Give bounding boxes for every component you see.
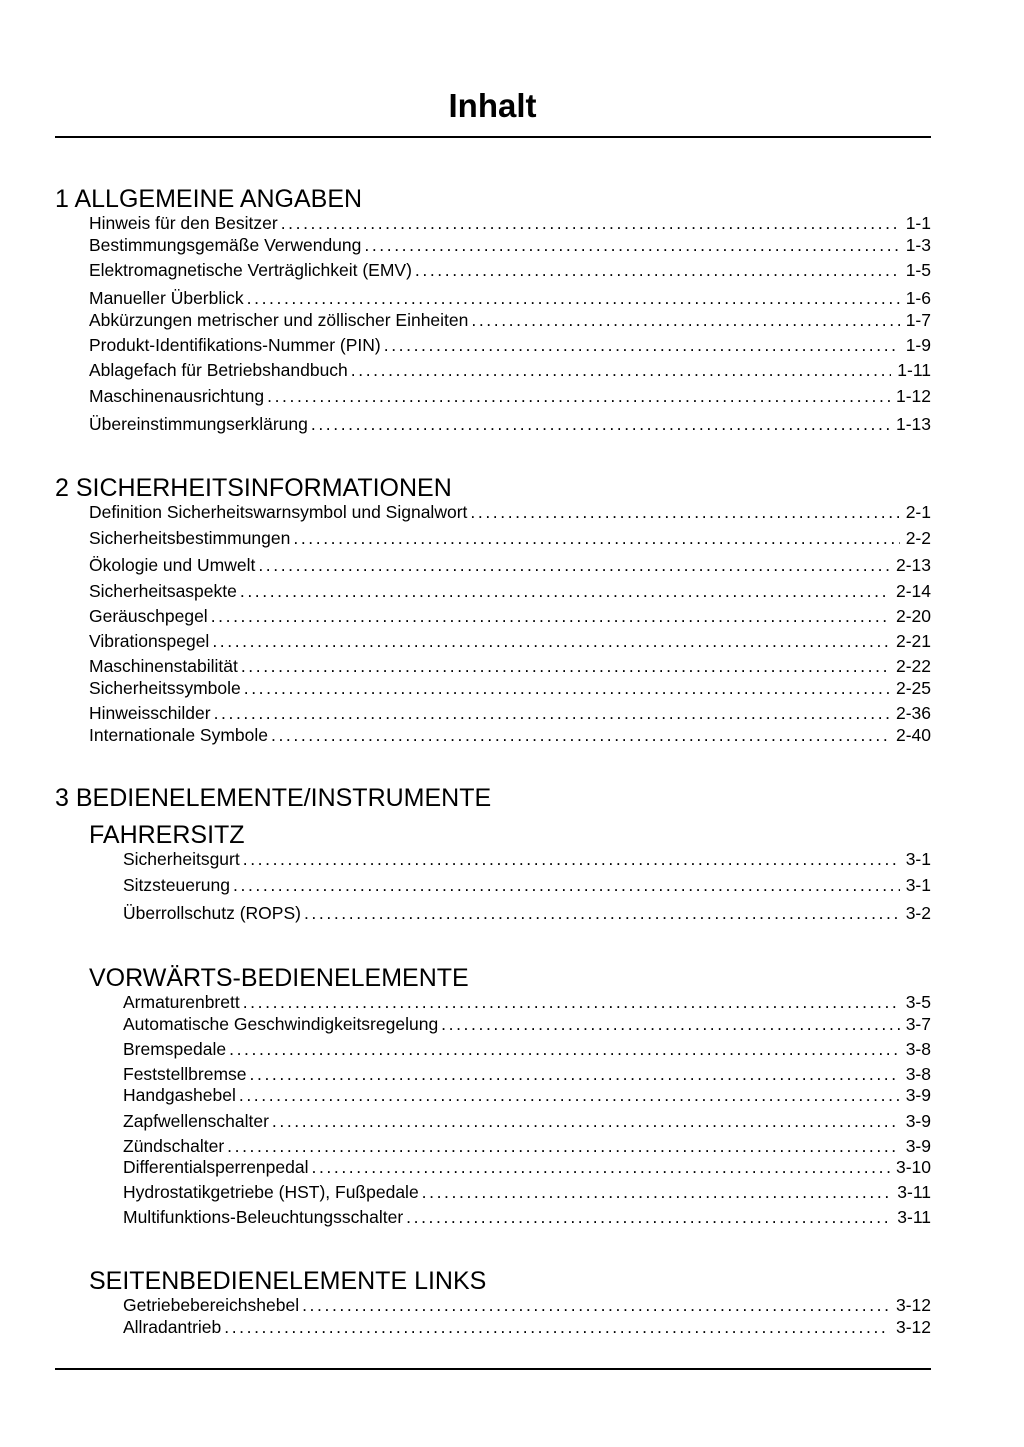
subsection-title: SEITENBEDIENELEMENTE LINKS — [89, 1267, 487, 1295]
toc-entry-page: 3-1 — [905, 875, 931, 895]
toc-entry-label: Hydrostatikgetriebe (HST), Fußpedale — [123, 1182, 419, 1202]
toc-entry[interactable] — [89, 677, 931, 699]
toc-entry-label: Feststellbremse — [123, 1064, 247, 1084]
toc-entry-label: Manueller Überblick — [89, 288, 244, 308]
toc-entry-page: 2-25 — [895, 678, 931, 698]
toc-entry-label: Elektromagnetische Verträglichkeit (EMV) — [89, 260, 412, 280]
toc-entry-page: 3-9 — [905, 1085, 931, 1105]
toc-entry-label: Produkt-Identifikations-Nummer (PIN) — [89, 335, 381, 355]
toc-entry[interactable] — [89, 724, 931, 746]
toc-entry[interactable] — [123, 1156, 931, 1178]
toc-entry-page: 1-1 — [905, 213, 931, 233]
toc-entry[interactable] — [123, 848, 931, 870]
dot-leader — [441, 1013, 900, 1035]
toc-entry-page: 3-9 — [905, 1111, 931, 1131]
toc-entry[interactable] — [123, 1084, 931, 1106]
dot-leader — [233, 874, 900, 896]
toc-entry-page: 2-21 — [895, 631, 931, 651]
dot-leader — [211, 605, 890, 627]
toc-entry-page: 3-9 — [905, 1136, 931, 1156]
toc-entry-page: 3-12 — [895, 1317, 931, 1337]
toc-entry-page: 2-1 — [905, 502, 931, 522]
section-title: 3 BEDIENELEMENTE/INSTRUMENTE — [55, 784, 492, 812]
toc-entry-label: Vibrationspegel — [89, 631, 210, 651]
toc-entry-page: 3-8 — [905, 1064, 931, 1084]
top-divider — [55, 136, 931, 138]
dot-leader — [214, 702, 890, 724]
toc-entry[interactable] — [123, 1110, 931, 1132]
toc-entry[interactable] — [123, 1013, 931, 1035]
dot-leader — [351, 359, 891, 381]
toc-entry-page: 3-2 — [905, 903, 931, 923]
dot-leader — [243, 848, 900, 870]
toc-entry-page: 2-36 — [895, 703, 931, 723]
toc-entry-label: Sicherheitsaspekte — [89, 581, 237, 601]
dot-leader — [227, 1135, 900, 1157]
toc-entry-label: Definition Sicherheitswarnsymbol und Signalwort — [89, 502, 468, 522]
section-title: 2 SICHERHEITSINFORMATIONEN — [55, 474, 452, 502]
toc-entry-label: Abkürzungen metrischer und zöllischer Einheiten — [89, 310, 469, 330]
toc-entry-label: Geräuschpegel — [89, 606, 208, 626]
toc-entry-label: Hinweis für den Besitzer — [89, 213, 278, 233]
toc-entry[interactable] — [89, 212, 931, 234]
dot-leader — [364, 234, 899, 256]
toc-entry[interactable] — [123, 1038, 931, 1060]
dot-leader — [415, 259, 900, 281]
toc-entry-page: 3-8 — [905, 1039, 931, 1059]
toc-entry[interactable] — [123, 1135, 931, 1157]
toc-entry-label: Differentialsperrenpedal — [123, 1157, 309, 1177]
dot-leader — [281, 212, 900, 234]
dot-leader — [406, 1206, 891, 1228]
toc-entry[interactable] — [123, 1063, 931, 1085]
dot-leader — [471, 309, 899, 331]
toc-entry[interactable] — [89, 385, 931, 407]
toc-entry[interactable] — [123, 1294, 931, 1316]
toc-entry-page: 3-12 — [895, 1295, 931, 1315]
toc-entry-page: 1-6 — [905, 288, 931, 308]
toc-entry[interactable] — [89, 655, 931, 677]
toc-entry[interactable] — [123, 1206, 931, 1228]
toc-entry-label: Übereinstimmungserklärung — [89, 414, 308, 434]
dot-leader — [470, 501, 899, 523]
dot-leader — [272, 1110, 900, 1132]
toc-entry[interactable] — [89, 259, 931, 281]
toc-entry-label: Allradantrieb — [123, 1317, 222, 1337]
toc-entry-label: Ablagefach für Betriebshandbuch — [89, 360, 348, 380]
dot-leader — [311, 413, 890, 435]
dot-leader — [384, 334, 900, 356]
toc-entry[interactable] — [89, 287, 931, 309]
toc-entry-label: Armaturenbrett — [123, 992, 240, 1012]
dot-leader — [247, 287, 900, 309]
toc-entry-page: 2-13 — [895, 555, 931, 575]
section-title: 1 ALLGEMEINE ANGABEN — [55, 185, 363, 213]
toc-entry[interactable] — [89, 334, 931, 356]
toc-entry-page: 3-11 — [897, 1207, 931, 1227]
dot-leader — [239, 1084, 900, 1106]
dot-leader — [241, 655, 890, 677]
toc-entry-label: Überrollschutz (ROPS) — [123, 903, 301, 923]
toc-entry-label: Handgashebel — [123, 1085, 236, 1105]
toc-entry[interactable] — [89, 580, 931, 602]
toc-entry[interactable] — [89, 605, 931, 627]
dot-leader — [267, 385, 890, 407]
toc-entry[interactable] — [89, 234, 931, 256]
toc-entry-page: 3-7 — [905, 1014, 931, 1034]
dot-leader — [312, 1156, 890, 1178]
dot-leader — [243, 991, 900, 1013]
dot-leader — [293, 527, 899, 549]
toc-entry-page: 2-22 — [895, 656, 931, 676]
toc-entry[interactable] — [89, 359, 931, 381]
bottom-divider — [55, 1368, 931, 1370]
toc-entry-label: Getriebebereichshebel — [123, 1295, 300, 1315]
subsection-title: FAHRERSITZ — [89, 821, 245, 849]
subsection-title: VORWÄRTS-BEDIENELEMENTE — [89, 964, 469, 992]
toc-entry-page: 2-2 — [905, 528, 931, 548]
toc-entry-label: Sicherheitsbestimmungen — [89, 528, 291, 548]
toc-entry[interactable] — [89, 309, 931, 331]
toc-entry-page: 1-12 — [895, 386, 931, 406]
toc-entry-label: Maschinenstabilität — [89, 656, 238, 676]
toc-entry-label: Zapfwellenschalter — [123, 1111, 269, 1131]
toc-entry-label: Multifunktions-Beleuchtungsschalter — [123, 1207, 404, 1227]
toc-entry-page: 3-1 — [905, 849, 931, 869]
toc-entry-label: Sicherheitssymbole — [89, 678, 241, 698]
dot-leader — [212, 630, 890, 652]
toc-entry-page: 3-10 — [895, 1157, 931, 1177]
toc-entry-page: 1-3 — [905, 235, 931, 255]
toc-entry-page: 2-20 — [895, 606, 931, 626]
dot-leader — [304, 902, 900, 924]
toc-entry-label: Sitzsteuerung — [123, 875, 231, 895]
dot-leader — [271, 724, 890, 746]
toc-entry[interactable] — [89, 501, 931, 523]
toc-entry[interactable] — [123, 991, 931, 1013]
toc-entry-page: 1-9 — [905, 335, 931, 355]
toc-entry-page: 2-40 — [895, 725, 931, 745]
toc-entry-page: 1-5 — [905, 260, 931, 280]
toc-entry-label: Ökologie und Umwelt — [89, 555, 256, 575]
dot-leader — [422, 1181, 892, 1203]
toc-entry-label: Sicherheitsgurt — [123, 849, 240, 869]
toc-entry[interactable] — [123, 902, 931, 924]
toc-entry-page: 2-14 — [895, 581, 931, 601]
toc-entry-label: Maschinenausrichtung — [89, 386, 265, 406]
dot-leader — [240, 580, 890, 602]
dot-leader — [258, 554, 890, 576]
toc-entry-page: 1-7 — [905, 310, 931, 330]
toc-entry[interactable] — [89, 702, 931, 724]
dot-leader — [229, 1038, 900, 1060]
toc-entry[interactable] — [123, 1181, 931, 1203]
toc-entry[interactable] — [89, 630, 931, 652]
toc-entry-label: Bremspedale — [123, 1039, 227, 1059]
page-title: Inhalt — [448, 87, 537, 124]
toc-entry-label: Hinweisschilder — [89, 703, 211, 723]
toc-entry-label: Zündschalter — [123, 1136, 225, 1156]
toc-entry[interactable] — [123, 874, 931, 896]
toc-entry[interactable] — [123, 1316, 931, 1338]
toc-entry-page: 3-5 — [905, 992, 931, 1012]
dot-leader — [224, 1316, 890, 1338]
dot-leader — [250, 1063, 900, 1085]
dot-leader — [302, 1294, 890, 1316]
toc-entry[interactable] — [89, 527, 931, 549]
dot-leader — [244, 677, 890, 699]
toc-entry[interactable] — [89, 554, 931, 576]
toc-entry-page: 1-13 — [895, 414, 931, 434]
toc-entry-page: 1-11 — [897, 360, 931, 380]
toc-entry-label: Automatische Geschwindigkeitsregelung — [123, 1014, 439, 1034]
toc-entry[interactable] — [89, 413, 931, 435]
toc-entry-label: Internationale Symbole — [89, 725, 268, 745]
toc-entry-label: Bestimmungsgemäße Verwendung — [89, 235, 362, 255]
toc-entry-page: 3-11 — [897, 1182, 931, 1202]
